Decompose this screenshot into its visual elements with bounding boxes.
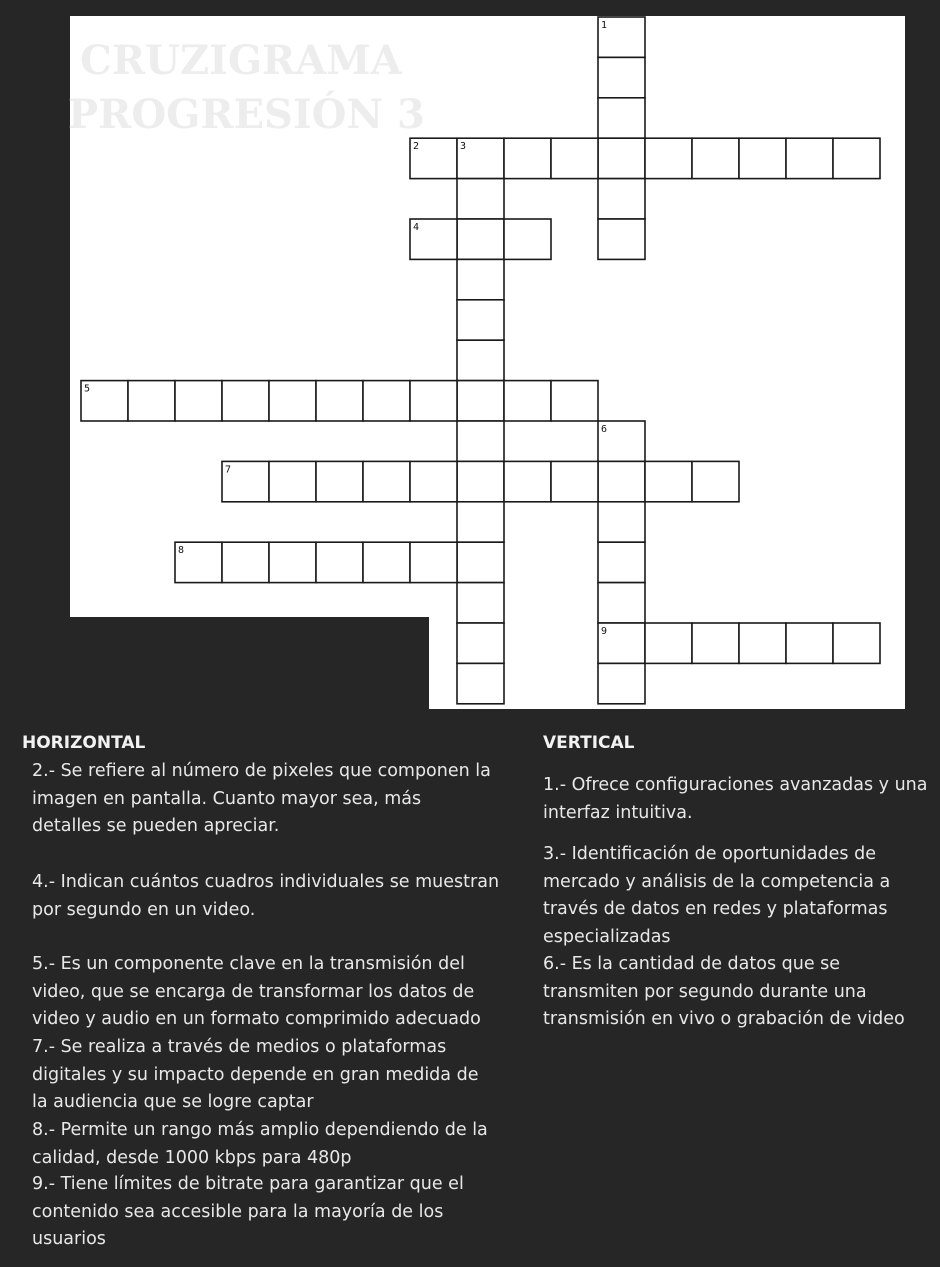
- crossword-cell[interactable]: [316, 461, 363, 501]
- crossword-cell[interactable]: [692, 138, 739, 178]
- crossword-cell[interactable]: [645, 138, 692, 178]
- horizontal-clue-4: 4.- Indican cuántos cuadros individuales se muestran por segundo en un video.: [32, 872, 500, 920]
- crossword-cell[interactable]: [363, 381, 410, 421]
- horizontal-clue-8: 8.- Permite un rango más amplio dependiendo de la calidad, desde 1000 kbps para 480p: [32, 1120, 488, 1168]
- clue-number-1: 1: [601, 20, 608, 31]
- crossword-cell[interactable]: [410, 381, 457, 421]
- crossword-cell[interactable]: [504, 381, 551, 421]
- clue-number-4: 4: [413, 222, 420, 233]
- crossword-cell[interactable]: [410, 542, 457, 582]
- crossword-cell[interactable]: [175, 381, 222, 421]
- crossword-cell[interactable]: [222, 542, 269, 582]
- crossword-cell[interactable]: [457, 179, 504, 219]
- vertical-clue-1: 1.- Ofrece configuraciones avanzadas y una interfaz intuitiva.: [543, 775, 928, 823]
- crossword-cell[interactable]: [598, 98, 645, 138]
- crossword-cell[interactable]: [833, 138, 880, 178]
- crossword-cell[interactable]: [363, 542, 410, 582]
- horizontal-heading: HORIZONTAL: [22, 733, 146, 753]
- crossword-cell[interactable]: [457, 259, 504, 299]
- crossword-cell[interactable]: [598, 663, 645, 703]
- clue-number-5: 5: [84, 383, 91, 395]
- crossword-cell[interactable]: [222, 381, 269, 421]
- clue-number-8: 8: [178, 545, 185, 557]
- crossword-cell[interactable]: [833, 623, 880, 663]
- crossword-cell[interactable]: [128, 381, 175, 421]
- title-watermark-line1: CRUZIGRAMA: [80, 37, 402, 84]
- crossword-cell[interactable]: [786, 623, 833, 663]
- crossword-cell[interactable]: [269, 461, 316, 501]
- crossword-cell[interactable]: [692, 461, 739, 501]
- crossword-cell[interactable]: [269, 381, 316, 421]
- crossword-cell[interactable]: [269, 542, 316, 582]
- crossword-cell[interactable]: [316, 381, 363, 421]
- crossword-cell[interactable]: [598, 219, 645, 259]
- crossword-cell[interactable]: [739, 138, 786, 178]
- clue-number-3: 3: [460, 141, 467, 153]
- crossword-cell[interactable]: [645, 623, 692, 663]
- crossword-cell[interactable]: [457, 300, 504, 340]
- crossword-cell[interactable]: [504, 219, 551, 259]
- vertical-clue-6: 6.- Es la cantidad de datos que se transmiten por segundo durante una transmisión en vivo o grabación de video: [543, 954, 905, 1029]
- crossword-cell[interactable]: [457, 663, 504, 703]
- crossword-cell[interactable]: [786, 138, 833, 178]
- vertical-heading: VERTICAL: [543, 733, 635, 753]
- crossword-cell[interactable]: [598, 502, 645, 542]
- crossword-cell[interactable]: [457, 583, 504, 623]
- crossword-cell[interactable]: [598, 179, 645, 219]
- crossword-cell[interactable]: [598, 138, 645, 178]
- crossword-cell[interactable]: [504, 461, 551, 501]
- title-watermark-line2: PROGRESIÓN 3: [68, 91, 425, 138]
- crossword-cell[interactable]: [692, 623, 739, 663]
- crossword-cell[interactable]: [410, 461, 457, 501]
- crossword-cell[interactable]: [457, 219, 504, 259]
- crossword-cell[interactable]: [457, 421, 504, 461]
- crossword-cell[interactable]: [504, 138, 551, 178]
- crossword-cell[interactable]: [598, 542, 645, 582]
- vertical-clue-3: 3.- Identificación de oportunidades de mercado y análisis de la competencia a través de datos en redes y plataformas especializadas: [543, 844, 891, 947]
- clue-number-2: 2: [413, 141, 420, 153]
- crossword-cell[interactable]: [316, 542, 363, 582]
- crossword-cell[interactable]: [645, 461, 692, 501]
- crossword-cell[interactable]: [598, 461, 645, 501]
- crossword-cell[interactable]: [551, 138, 598, 178]
- crossword-cell[interactable]: [363, 461, 410, 501]
- horizontal-clue-5: 5.- Es un componente clave en la transmisión del video, que se encarga de transformar los datos de video y audio en un formato comprimido adecuado: [32, 954, 481, 1029]
- clue-number-9: 9: [601, 626, 608, 637]
- crossword-cell[interactable]: [457, 381, 504, 421]
- horizontal-clue-9: 9.- Tiene límites de bitrate para garantizar que el contenido sea accesible para la mayoría de los usuarios: [32, 1174, 464, 1249]
- crossword-cell[interactable]: [551, 381, 598, 421]
- horizontal-clue-2: 2.- Se refiere al número de pixeles que componen la imagen en pantalla. Cuanto mayor sea, más detalles se pueden apreciar.: [32, 761, 491, 836]
- clue-number-6: 6: [601, 424, 608, 435]
- horizontal-clue-7: 7.- Se realiza a través de medios o plataformas digitales y su impacto depende en gran medida de la audiencia que se logre captar: [32, 1037, 479, 1112]
- crossword-cell[interactable]: [457, 623, 504, 663]
- crossword-cell[interactable]: [457, 542, 504, 582]
- crossword-cell[interactable]: [598, 583, 645, 623]
- crossword-cell[interactable]: [551, 461, 598, 501]
- crossword-cell[interactable]: [598, 57, 645, 97]
- crossword-cell[interactable]: [457, 340, 504, 380]
- clue-number-7: 7: [225, 464, 232, 476]
- crossword-cell[interactable]: [739, 623, 786, 663]
- crossword-cell[interactable]: [457, 461, 504, 501]
- crossword-cell[interactable]: [457, 502, 504, 542]
